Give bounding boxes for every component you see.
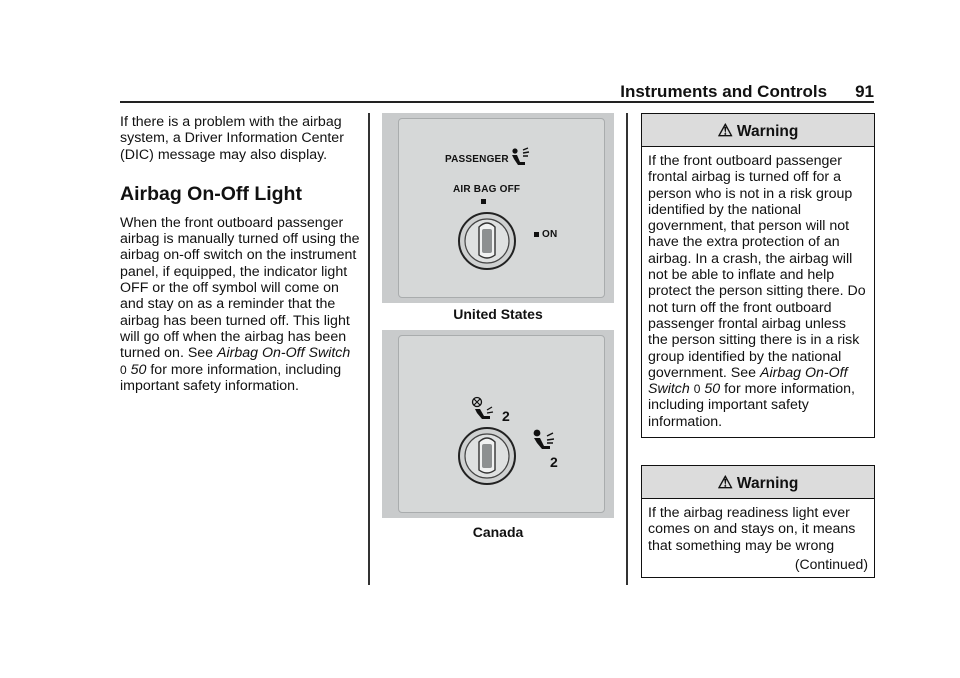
warning-triangle-icon: ⚠ — [717, 121, 733, 140]
body-text-end: for more information, including important safety information. — [120, 361, 342, 394]
passenger-label: PASSENGER — [445, 154, 509, 165]
airbag-switch-knob — [457, 211, 517, 271]
warning-cross-reference-link[interactable]: Airbag On-Off Switch — [648, 364, 848, 398]
canada-switch-panel — [398, 335, 605, 513]
warning-text-1: If the front outboard passenger frontal airbag is turned off for a person who is not in a risk group identified by the national government, that person will not have the extra protection of an airbag. In a crash, the airbag will not be able to inflate and help protect the person sitting there. Do not turn off the front outboard passenger frontal airbag unless the person sitting there is in a risk group identified by the national government. See — [648, 153, 866, 381]
left-column — [120, 114, 360, 394]
page-ref-icon: 0 — [120, 362, 127, 377]
warning-body-1 — [642, 147, 874, 436]
canada-caption: Canada — [472, 524, 524, 540]
warning-text-2: If the airbag readiness light ever comes on and stays on, it means that something may be wrong — [648, 505, 856, 554]
warning-title-2: Warning — [736, 475, 799, 492]
intro-paragraph: If there is a problem with the airbag system, a Driver Information Center (DIC) message may also display. — [120, 114, 344, 163]
airbag-on-symbol-icon — [531, 428, 557, 454]
continued-label: (Continued) — [794, 555, 868, 572]
body-paragraph — [120, 215, 360, 394]
page-header — [620, 82, 874, 102]
passenger-airbag-icon — [509, 147, 531, 169]
page-ref-icon-2: 0 — [693, 382, 701, 397]
warning-box-1 — [641, 113, 875, 438]
cross-reference-page[interactable]: 50 — [130, 361, 147, 378]
warning-title-1: Warning — [736, 123, 799, 140]
warning-header-2 — [642, 466, 874, 499]
warning-box-2 — [641, 465, 875, 578]
section-title: Instruments and Controls — [620, 82, 828, 101]
warning-header-1 — [642, 114, 874, 147]
us-switch-figure — [382, 113, 614, 303]
page-number: 91 — [855, 82, 874, 101]
canada-switch-figure — [382, 330, 614, 518]
us-switch-panel — [398, 118, 605, 298]
warning-cross-reference-page[interactable]: 50 — [704, 381, 721, 398]
us-caption: United States — [453, 306, 543, 322]
on-symbol-number: 2 — [550, 454, 558, 470]
airbag-switch-knob-canada — [457, 426, 517, 486]
header-rule — [120, 101, 874, 103]
column-divider-left — [368, 113, 370, 585]
warning-body-2 — [642, 499, 874, 578]
airbag-off-label: AIR BAG OFF — [453, 184, 521, 195]
airbag-off-symbol-icon — [471, 396, 499, 422]
warning-triangle-icon-2: ⚠ — [717, 473, 733, 492]
off-indicator-light — [481, 199, 486, 204]
section-heading: Airbag On-Off Light — [120, 182, 302, 205]
off-symbol-number: 2 — [502, 408, 510, 424]
on-label: ON — [542, 229, 558, 240]
cross-reference-link[interactable]: Airbag On-Off Switch — [217, 345, 351, 362]
on-indicator-light — [534, 232, 539, 237]
warning-text-1-end: for more information, including important safety information. — [648, 381, 856, 430]
column-divider-right — [626, 113, 628, 585]
body-text: When the front outboard passenger airbag is manually turned off using the airbag on-off switch on the instrument panel, if equipped, the indicator light OFF or the off symbol will come on and stay on as a reminder that the airbag has been turned off. This light will go off when the airbag has been turned on. See — [120, 214, 360, 362]
